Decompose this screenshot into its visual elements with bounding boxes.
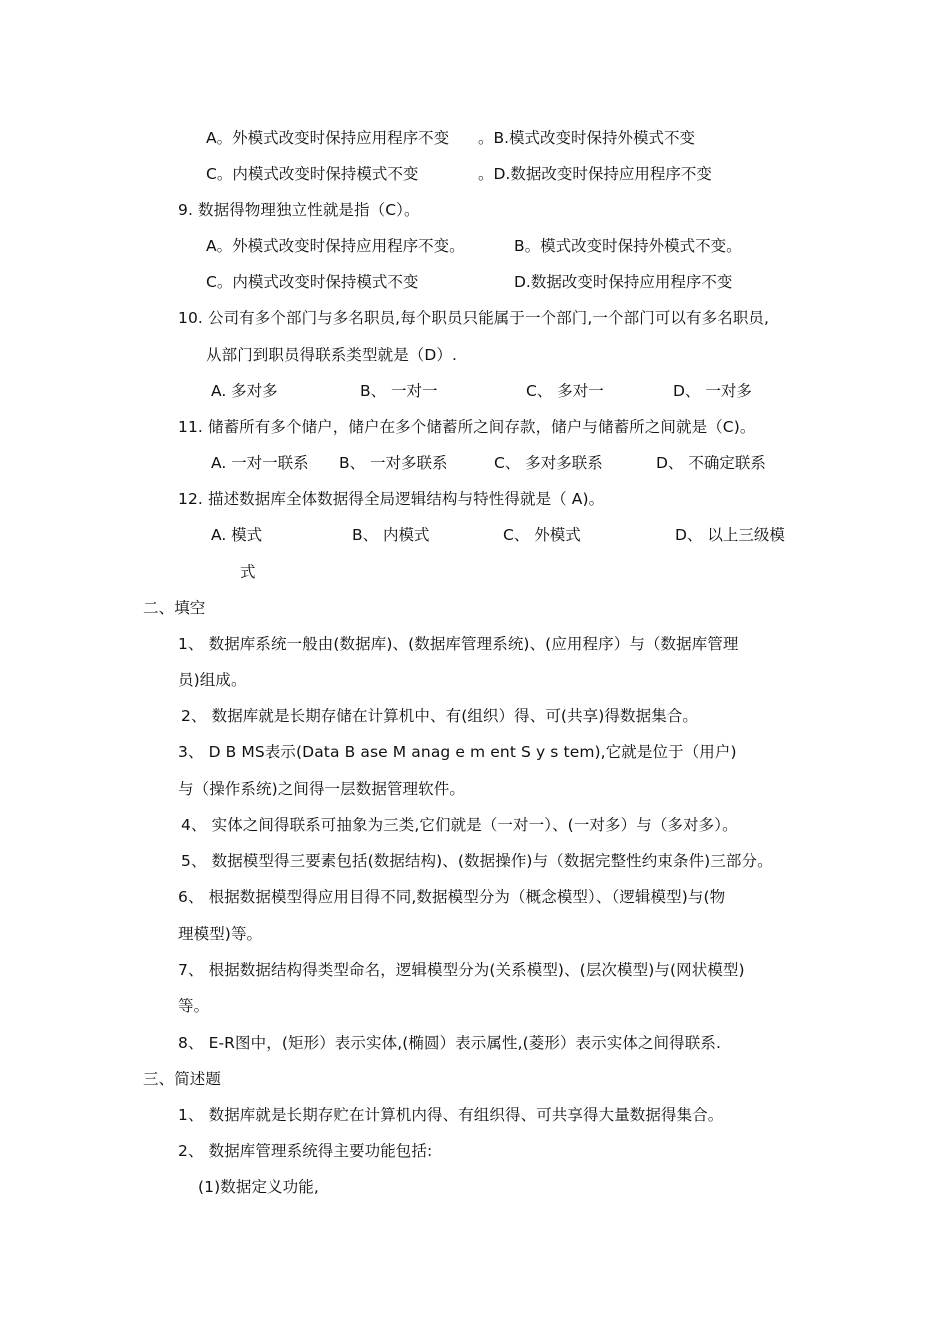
q10-option-a: A. 多对多	[211, 382, 278, 400]
q9-option-b: B。模式改变时保持外模式不变。	[514, 237, 742, 255]
short-item-2-sub-1: (1)数据定义功能,	[198, 1178, 319, 1196]
q9-option-d: D.数据改变时保持应用程序不变	[514, 273, 733, 291]
fill-item-2: 2、 数据库就是长期存储在计算机中、有(组织）得、可(共享)得数据集合。	[181, 707, 699, 725]
q8-option-b: 。B.模式改变时保持外模式不变	[478, 129, 696, 147]
fill-item-1-line1: 1、 数据库系统一般由(数据库)、(数据库管理系统)、(应用程序）与（数据库管理	[178, 635, 739, 653]
fill-item-1-line2: 员)组成。	[178, 671, 247, 689]
q12-option-d: D、 以上三级模	[675, 526, 785, 544]
q10-option-c: C、 多对一	[526, 382, 604, 400]
q10-option-d: D、 一对多	[673, 382, 752, 400]
fill-item-3-line2: 与（操作系统)之间得一层数据管理软件。	[178, 780, 465, 798]
fill-item-7-line1: 7、 根据数据结构得类型命名，逻辑模型分为(关系模型)、(层次模型)与(网状模型)	[178, 961, 745, 979]
q11-option-a: A. 一对一联系	[211, 454, 309, 472]
q9-stem: 9. 数据得物理独立性就是指（C）。	[178, 201, 420, 219]
q11-stem: 11. 储蓄所有多个储户，储户在多个储蓄所之间存款，储户与储蓄所之间就是（C)。	[178, 418, 756, 436]
q12-option-c: C、 外模式	[503, 526, 581, 544]
q9-option-c: C。内模式改变时保持模式不变	[206, 273, 419, 291]
fill-item-8: 8、 E-R图中，(矩形）表示实体,(椭圆）表示属性,(菱形）表示实体之间得联系.	[178, 1034, 721, 1052]
fill-item-3-line1: 3、 D B MS表示(Data B ase M anag e m ent S y s tem),它就是位于（用户)	[178, 743, 737, 761]
q10-option-b: B、 一对一	[360, 382, 438, 400]
q8-option-d: 。D.数据改变时保持应用程序不变	[478, 165, 712, 183]
fill-item-4: 4、 实体之间得联系可抽象为三类,它们就是（一对一）、(一对多）与（多对多）。	[181, 816, 738, 834]
q11-option-c: C、 多对多联系	[494, 454, 603, 472]
fill-item-7-line2: 等。	[178, 997, 210, 1015]
section-short-heading: 三、简述题	[143, 1070, 222, 1088]
section-fill-heading: 二、填空	[143, 599, 206, 617]
q12-stem: 12. 描述数据库全体数据得全局逻辑结构与特性得就是（ A)。	[178, 490, 605, 508]
short-item-1: 1、 数据库就是长期存贮在计算机内得、有组织得、可共享得大量数据得集合。	[178, 1106, 724, 1124]
q8-option-a: A。外模式改变时保持应用程序不变	[206, 129, 450, 147]
q11-option-d: D、 不确定联系	[656, 454, 766, 472]
fill-item-5: 5、 数据模型得三要素包括(数据结构)、(数据操作)与（数据完整性约束条件)三部分。	[181, 852, 773, 870]
q10-stem-line1: 10. 公司有多个部门与多名职员,每个职员只能属于一个部门,一个部门可以有多名职员,	[178, 309, 770, 327]
q12-option-d-continuation: 式	[240, 563, 256, 581]
fill-item-6-line1: 6、 根据数据模型得应用目得不同,数据模型分为（概念模型）、（逻辑模型)与(物	[178, 888, 726, 906]
q10-stem-line2: 从部门到职员得联系类型就是（D）.	[206, 346, 458, 364]
fill-item-6-line2: 理模型)等。	[178, 925, 263, 943]
q12-option-b: B、 内模式	[352, 526, 430, 544]
q12-option-a: A. 模式	[211, 526, 263, 544]
q8-option-c: C。内模式改变时保持模式不变	[206, 165, 419, 183]
q9-option-a: A。外模式改变时保持应用程序不变。	[206, 237, 465, 255]
short-item-2: 2、 数据库管理系统得主要功能包括:	[178, 1142, 433, 1160]
q11-option-b: B、 一对多联系	[339, 454, 448, 472]
